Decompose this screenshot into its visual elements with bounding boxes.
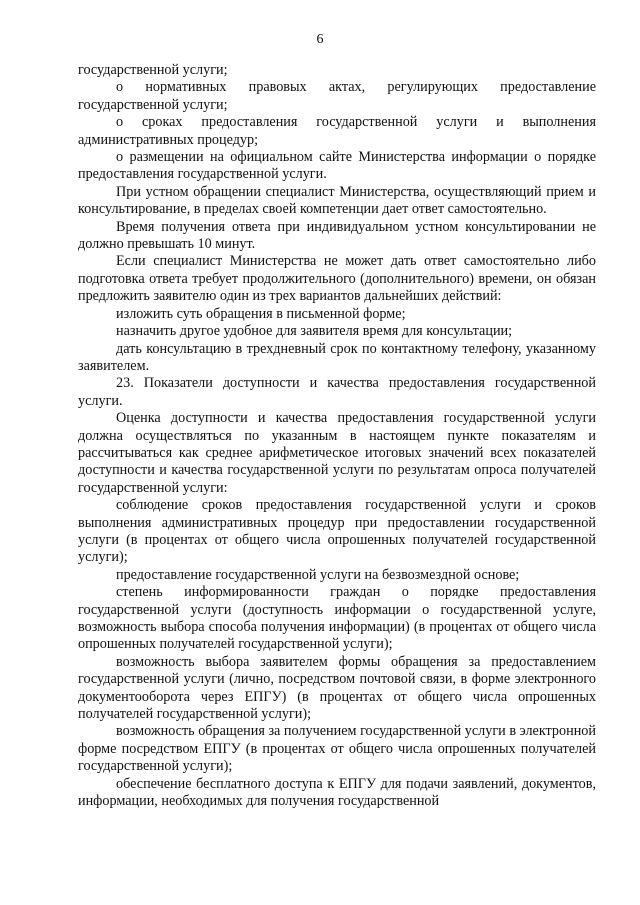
paragraph: предоставление государственной услуги на безвозмездной основе; — [116, 566, 520, 583]
paragraph: соблюдение сроков предоставления государственной услуги и сроков выполнения административных процедур при предоставлении государственной услуги (в процентах от общего числа опрошенных получателей государственной услуги); — [78, 497, 596, 566]
paragraph: возможность выбора заявителем формы обращения за предоставлением государственной услуги (лично, посредством почтовой связи, в форме электронного документооборота через ЕПГУ) (в процентах от общего числа опрошенных получателей государственной услуги); — [78, 653, 596, 723]
paragraph: При устном обращении специалист Министерства, осуществляющий прием и консультирование, в пределах своей компетенции дает ответ самостоятельно. — [78, 183, 596, 218]
page-number: 6 — [316, 32, 324, 47]
paragraph: государственной услуги; — [78, 62, 228, 78]
paragraph: о сроках предоставления государственной услуги и выполнения административных процедур; — [78, 114, 596, 148]
paragraph: дать консультацию в трехдневный срок по контактному телефону, указанному заявителем. — [78, 340, 596, 374]
paragraph: о размещении на официальном сайте Министерства информации о порядке предоставления государственной услуги. — [78, 149, 596, 183]
paragraph: обеспечение бесплатного доступа к ЕПГУ для подачи заявлений, документов, информации, необходимых для получения государственной — [78, 775, 596, 810]
paragraph: Оценка доступности и качества предоставления государственной услуги должна осуществляться по указанным в настоящем пункте показателям и рассчитываться как среднее арифметическое итоговых значений всех показателей доступности и качества государственной услуги по результатам опроса получателей государственной услуги: — [78, 410, 596, 496]
paragraph: степень информированности граждан о порядке предоставления государственной услуги (доступность информации о государственной услуге, возможность выбора способа получения информации) (в процентах от общего числа опрошенных получателей государственной услуги); — [78, 584, 596, 653]
paragraph: изложить суть обращения в письменной форме; — [116, 305, 406, 322]
section-heading-23: 23. Показатели доступности и качества предоставления государственной услуги. — [78, 375, 596, 409]
paragraph: возможность обращения за получением государственной услуги в электронной форме посредством ЕПГУ (в процентах от общего числа опрошенных получателей государственной услуги); — [78, 723, 596, 775]
paragraph: Если специалист Министерства не может дать ответ самостоятельно либо подготовка ответа требует продолжительного (дополнительного) времени, он обязан предложить заявителю один из трех вариантов дальнейших действий: — [78, 253, 596, 305]
paragraph: о нормативных правовых актах, регулирующих предоставление государственной услуги; — [78, 79, 596, 113]
paragraph: назначить другое удобное для заявителя время для консультации; — [116, 323, 513, 340]
paragraph: Время получения ответа при индивидуальном устном консультировании не должно превышать 10 минут. — [78, 218, 596, 253]
document-body — [78, 62, 596, 810]
